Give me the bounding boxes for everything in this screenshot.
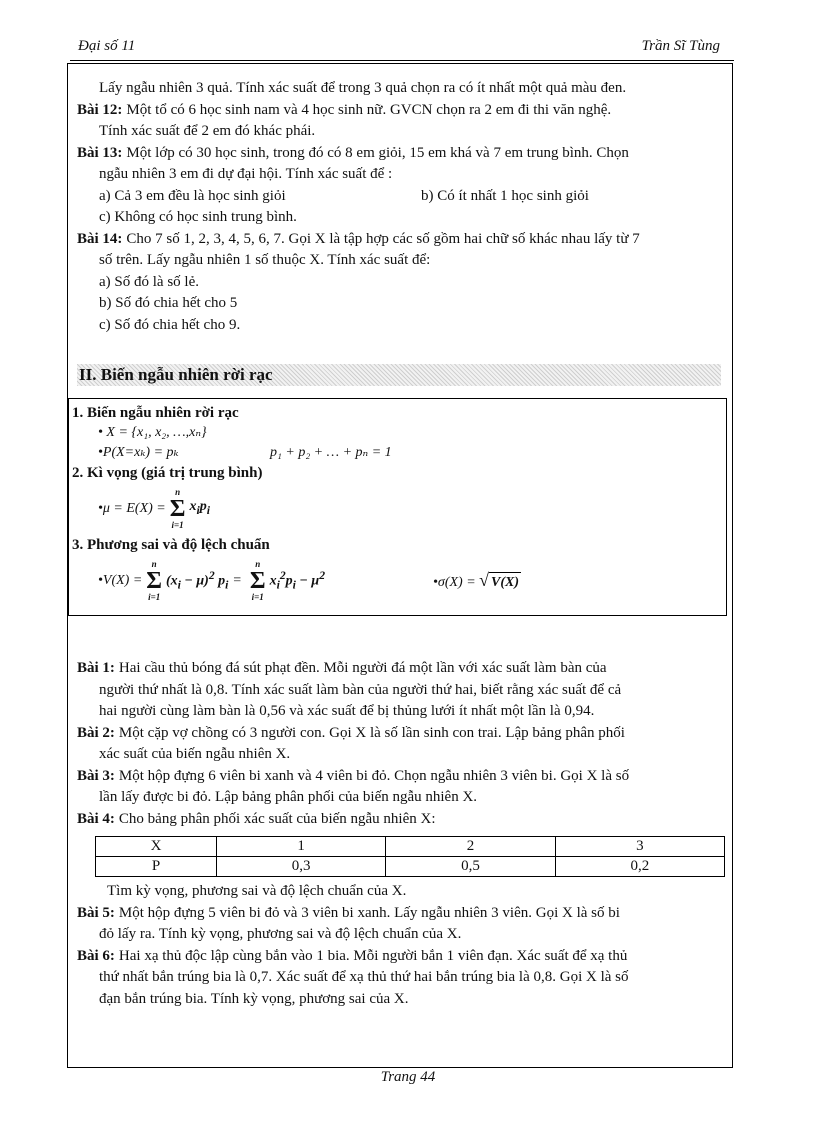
exercise-3-cont: lần lấy được bi đỏ. Lập bảng phân phối của biến ngẫu nhiên X. (99, 789, 478, 805)
exercise-3: Bài 3: Một hộp đựng 6 viên bi xanh và 4 viên bi đỏ. Chọn ngẫu nhiên 3 viên bi. Gọi X là số (77, 767, 630, 784)
theory-title-1: 1. Biến ngẫu nhiên rời rạc (72, 405, 239, 421)
formula-set: • X = {x₁, x₂, …,xₙ} (98, 425, 207, 440)
exercise-14-cont: số trên. Lấy ngẫu nhiên 1 số thuộc X. Tính xác suất để: (99, 252, 431, 268)
option-c: c) Số đó chia hết cho 9. (99, 316, 241, 333)
exercise-13-cont: ngẫu nhiên 3 em đi dự đại hội. Tính xác suất để : (99, 166, 393, 182)
table-cell: X (96, 837, 217, 857)
option-b: b) Có ít nhất 1 học sinh giỏi (421, 187, 589, 204)
table-cell: 1 (217, 837, 386, 857)
option-a: a) Số đó là số lẻ. (99, 273, 199, 290)
exercise-6-cont: đạn bắn trúng bia. Tính kỳ vọng, phương sai của X. (99, 990, 409, 1007)
option-a: a) Cả 3 em đều là học sinh giỏi (99, 187, 286, 204)
formula-variance: •V(X) = n Σ i=1 $(x_i - \mu)^2$ $p_i$ = n Σ i=1 $x_i^2p_i - \mu^2$ •σ(X) = √ V(X) (98, 559, 520, 602)
sum-symbol: n Σ i=1 (146, 559, 162, 602)
formula-prob: •P(X=xₖ) = pₖ p₁ + p₂ + … + pₙ = 1 (98, 445, 392, 460)
formula-expectation: •μ = E(X) = n Σ i=1 $x_ip_i$ (98, 487, 210, 530)
exercise-1-cont: hai người cùng làm bàn là 0,56 và xác suất để bị thủng lưới ít nhất một lần là 0,94. (99, 703, 595, 719)
exercise-2: Bài 2: Một cặp vợ chồng có 3 người con. Gọi X là số lần sinh con trai. Lập bảng phân phối (77, 724, 625, 741)
exercise-4: Bài 4: Cho bảng phân phối xác suất của biến ngẫu nhiên X: (77, 810, 436, 827)
exercise-14: Bài 14: Cho 7 số 1, 2, 3, 4, 5, 6, 7. Gọi X là tập hợp các số gồm hai chữ số khác nhau lấy từ 7 (77, 230, 640, 247)
theory-title-2: 2. Kì vọng (giá trị trung bình) (72, 465, 263, 481)
page-number: Trang 44 (380, 1069, 436, 1085)
table-row (96, 857, 725, 877)
exercise-5-cont: đỏ lấy ra. Tính kỳ vọng, phương sai và độ lệch chuẩn của X. (99, 926, 462, 942)
sqrt-icon: √ (479, 569, 490, 590)
exercise-6: Bài 6: Hai xạ thủ độc lập cùng bắn vào 1 bia. Mỗi người bắn 1 viên đạn. Xác suất để xạ thủ (77, 947, 628, 964)
table-cell: 0,5 (386, 857, 555, 877)
exercise-6-cont: thứ nhất bắn trúng bia là 0,7. Xác suất để xạ thủ thứ hai bắn trúng bia là 0,8. Gọi X là số (99, 969, 629, 985)
exercise-12-cont: Tính xác suất để 2 em đó khác phái. (99, 123, 316, 139)
distribution-table (95, 836, 725, 877)
exercise-1: Bài 1: Hai cầu thủ bóng đá sút phạt đền. Mỗi người đá một lần với xác suất làm bàn của (77, 660, 607, 676)
table-cell: 0,3 (217, 857, 386, 877)
exercise-13: Bài 13: Một lớp có 30 học sinh, trong đó có 8 em giỏi, 15 em khá và 7 em trung bình. Chọn (77, 144, 629, 161)
header-left: Đại số 11 (78, 38, 136, 54)
page-content (72, 78, 719, 1010)
option-c: c) Không có học sinh trung bình. (99, 209, 297, 225)
exercise-2-cont: xác suất của biến ngẫu nhiên X. (99, 746, 291, 762)
exercise-5: Bài 5: Một hộp đựng 5 viên bi đỏ và 3 viên bi xanh. Lấy ngẫu nhiên 3 viên. Gọi X là số bi (77, 904, 620, 921)
table-cell: 0,2 (555, 857, 724, 877)
table-cell: P (96, 857, 217, 877)
header-right: Trần Sĩ Tùng (641, 38, 720, 54)
intro-line: Lấy ngẫu nhiên 3 quả. Tính xác suất để trong 3 quả chọn ra có ít nhất một quả màu đen. (99, 80, 627, 96)
sum-symbol: n Σ i=1 (169, 487, 186, 530)
theory-box (68, 398, 727, 616)
header-rule (70, 60, 734, 61)
exercise-13-options (77, 186, 719, 208)
theory-title-3: 3. Phương sai và độ lệch chuẩn (72, 537, 270, 553)
exercise-1-cont: người thứ nhất là 0,8. Tính xác suất làm bàn của người thứ hai, biết rằng xác suất để cả (99, 681, 622, 698)
exercise-4-cont: Tìm kỳ vọng, phương sai và độ lệch chuẩn của X. (107, 883, 407, 899)
table-cell: 3 (555, 837, 724, 857)
formula-std: •σ(X) = √ V(X) (433, 570, 521, 593)
table-row (96, 837, 725, 857)
section-heading: II. Biến ngẫu nhiên rời rạc (77, 364, 721, 386)
table-cell: 2 (386, 837, 555, 857)
sum-symbol: n Σ i=1 (249, 559, 266, 602)
exercise-12: Bài 12: Một tổ có 6 học sinh nam và 4 học sinh nữ. GVCN chọn ra 2 em đi thi văn nghệ. (77, 101, 612, 118)
option-b: b) Số đó chia hết cho 5 (99, 295, 238, 311)
